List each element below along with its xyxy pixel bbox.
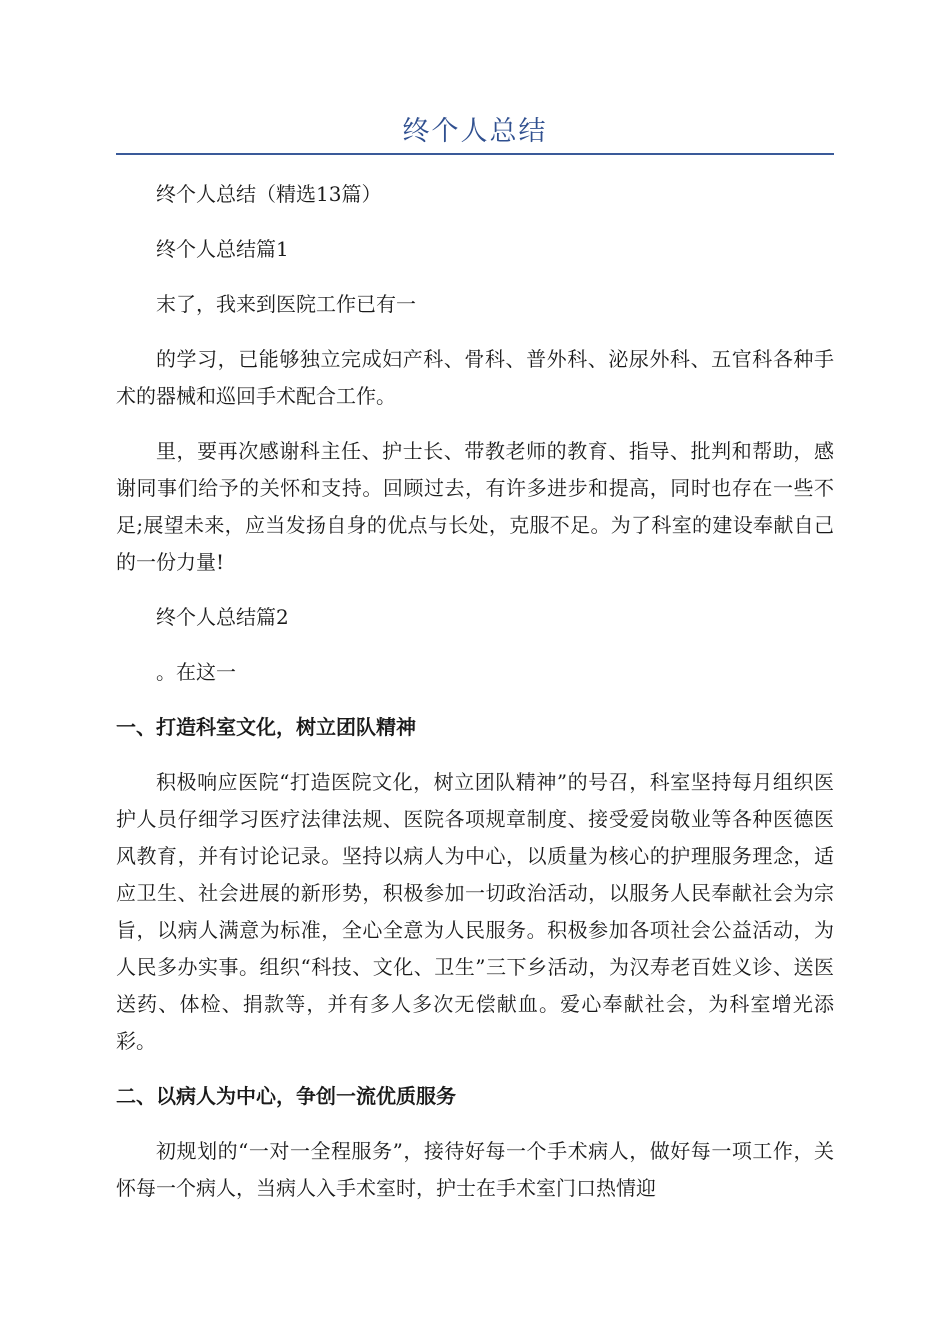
paragraph-2: 的学习，已能够独立完成妇产科、骨科、普外科、泌尿外科、五官科各种手术的器械和巡回手术配合工作。 (116, 347, 834, 408)
heading-2: 二、以病人为中心，争创一流优质服务 (116, 1084, 456, 1108)
subtitle-paragraph: 终个人总结（精选13篇） (156, 182, 382, 206)
title-underline (116, 153, 834, 155)
document-body (116, 176, 834, 1225)
section1-heading: 终个人总结篇1 (156, 237, 289, 261)
paragraph-6: 初规划的“一对一全程服务”，接待好每一个手术病人，做好每一项工作，关怀每一个病人，当病人入手术室时，护士在手术室门口热情迎 (116, 1139, 834, 1200)
heading-1: 一、打造科室文化，树立团队精神 (116, 715, 416, 739)
section2-heading: 终个人总结篇2 (156, 605, 289, 629)
document-title: 终个人总结 (402, 116, 548, 147)
paragraph-3: 里，要再次感谢科主任、护士长、带教老师的教育、指导、批判和帮助，感谢同事们给予的关怀和支持。回顾过去，有许多进步和提高，同时也存在一些不足;展望未来，应当发扬自身的优点与长处，克服不足。为了科室的建设奉献自己的一份力量! (116, 439, 834, 574)
paragraph-5: 积极响应医院“打造医院文化，树立团队精神”的号召，科室坚持每月组织医护人员仔细学习医疗法律法规、医院各项规章制度、接受爱岗敬业等各种医德医风教育，并有讨论记录。坚持以病人为中心，以质量为核心的护理服务理念，适应卫生、社会进展的新形势，积极参加一切政治活动，以服务人民奉献社会为宗旨，以病人满意为标准，全心全意为人民服务。积极参加各项社会公益活动，为人民多办实事。组织“科技、文化、卫生”三下乡活动，为汉寿老百姓义诊、送医送药、体检、捐款等，并有多人多次无偿献血。爱心奉献社会，为科室增光添彩。 (116, 770, 834, 1053)
paragraph-1: 末了，我来到医院工作已有一 (156, 292, 416, 316)
paragraph-4: 。在这一 (156, 660, 236, 684)
